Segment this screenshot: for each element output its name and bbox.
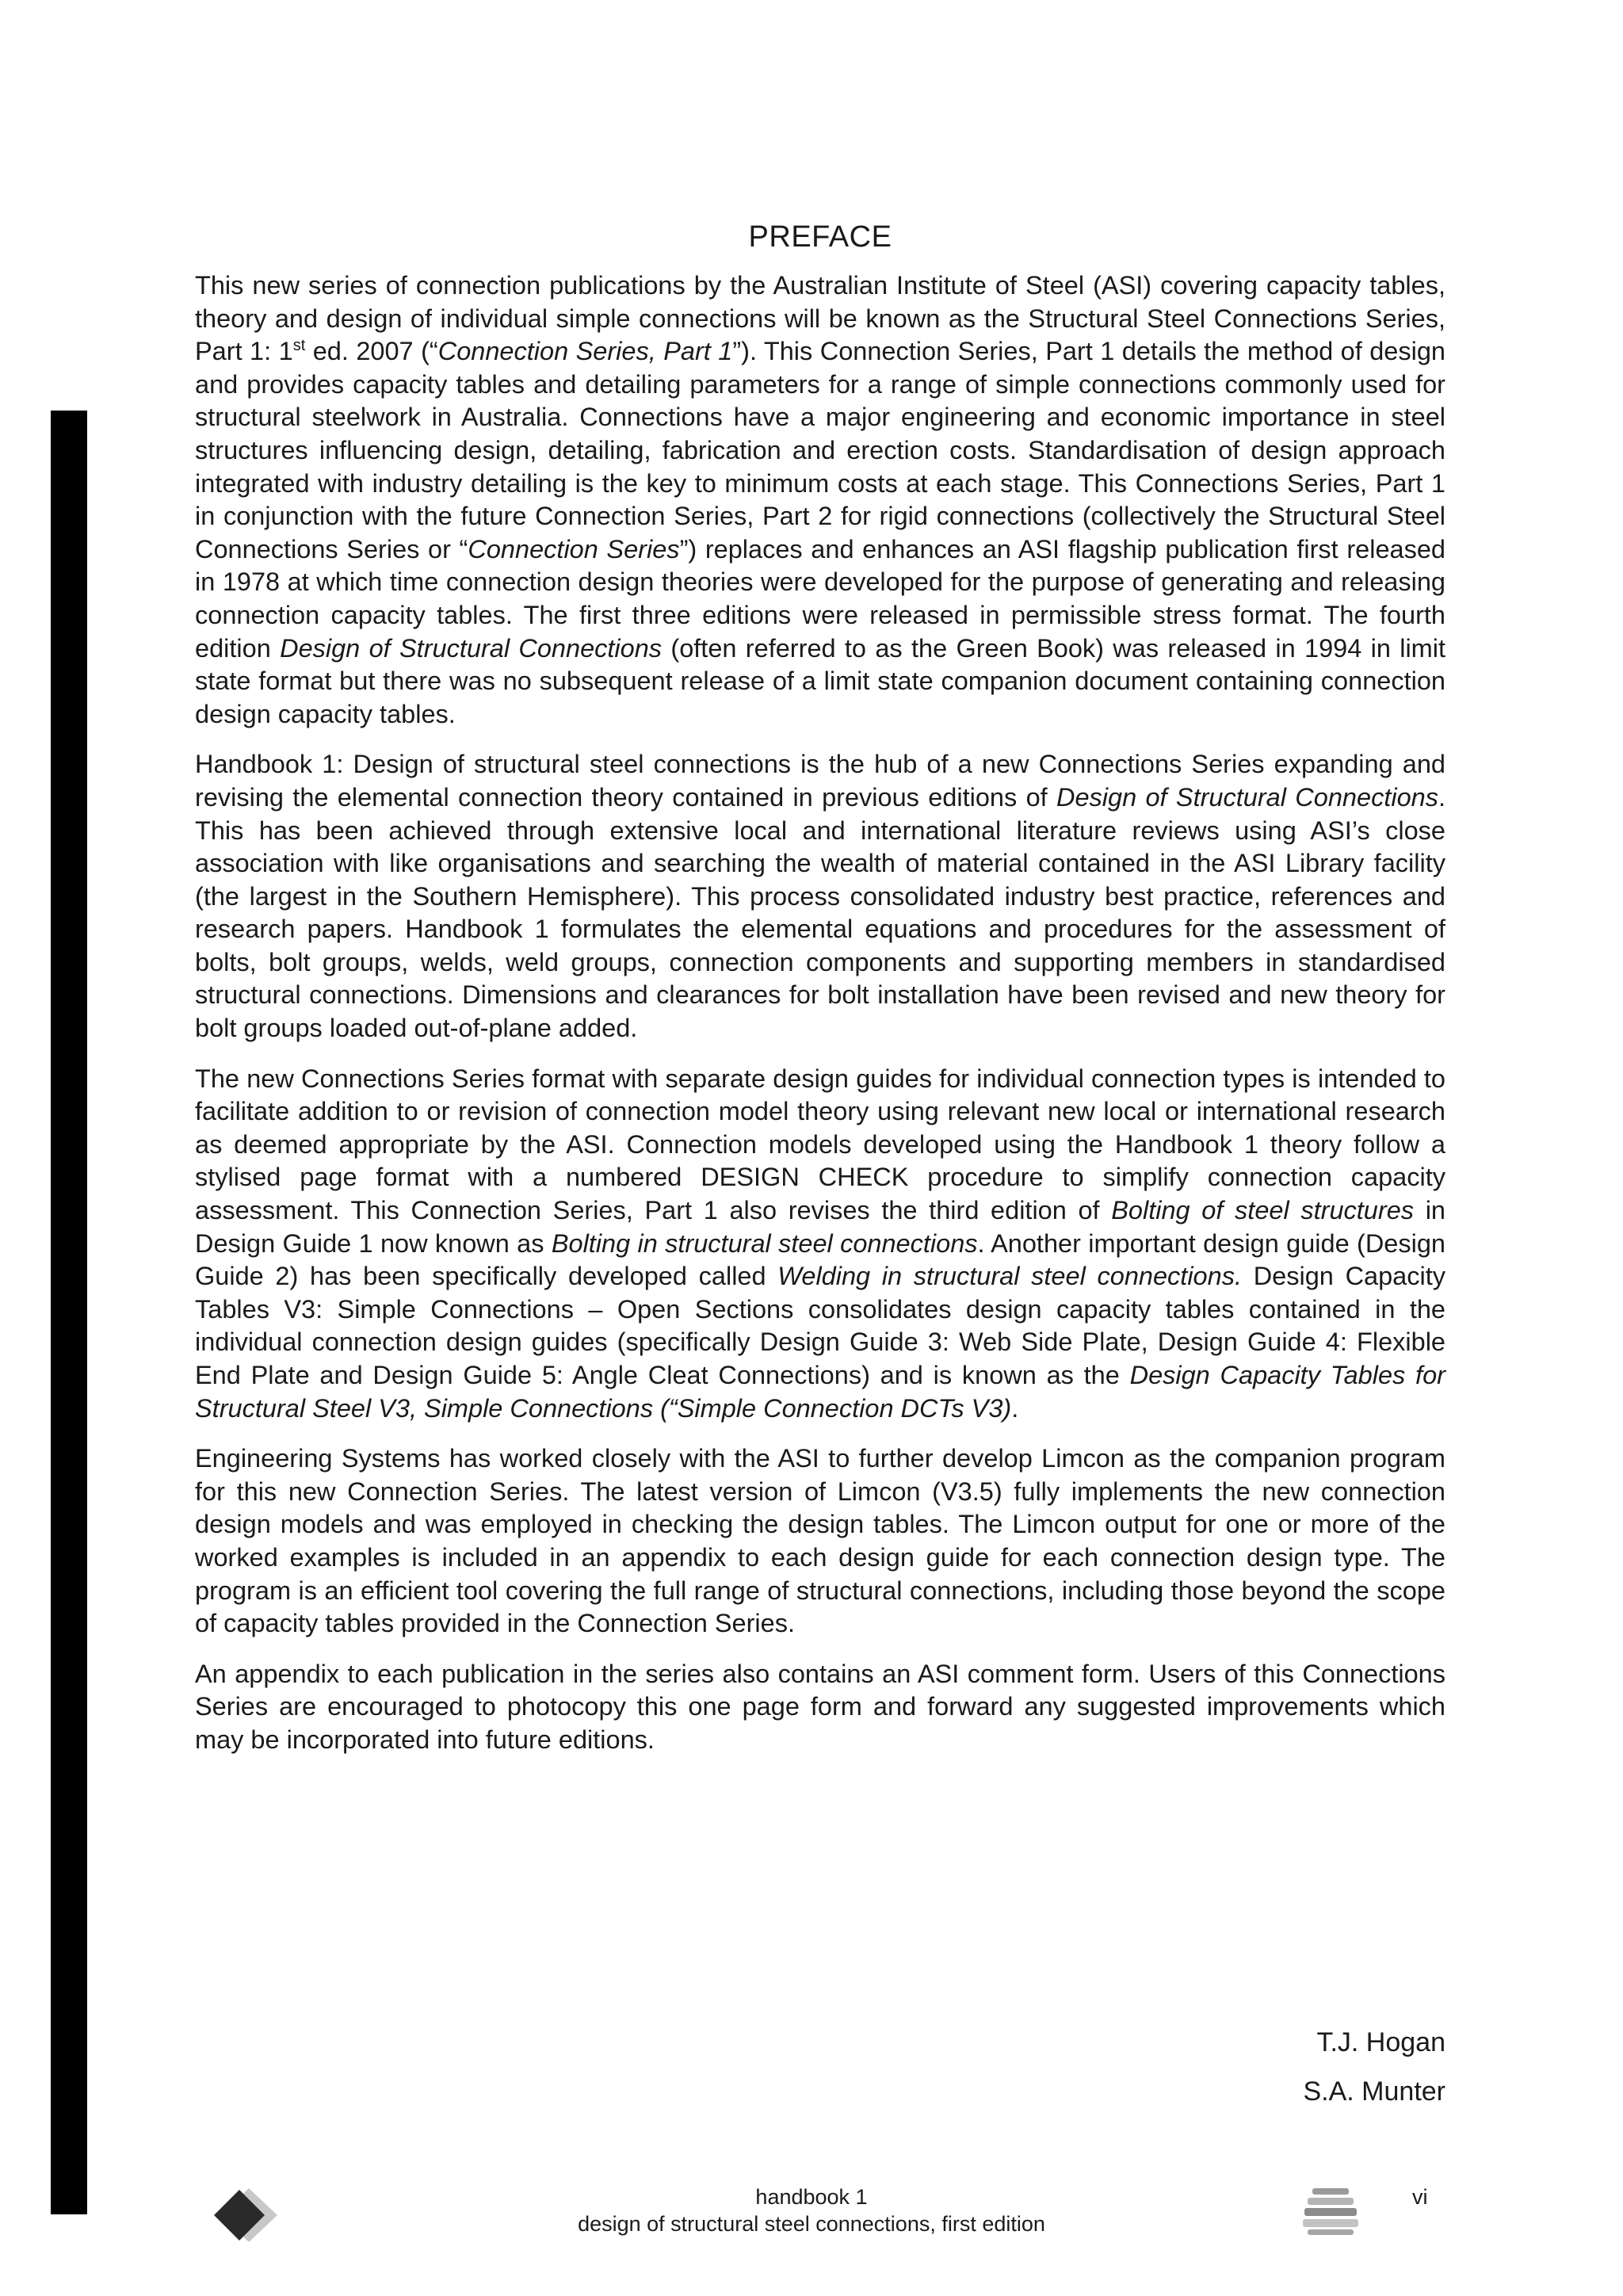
text-run: Connection Series [468,534,680,563]
text-run: ”). This Connection Series, Part 1 details the method of design and provides capacity tables and detailing parameters for a range of simple connections commonly used for structural steelwork in Australia. Connections have a major engineering and economic importance in steel structures influencing design, detailing, fabrication and erection costs. Standardisation of design approach integrated with industry detailing is the key to minimum costs at each stage. This Connections Series, Part 1 in conjunction with the future Connection Series, Part 2 for rigid connections (collectively the Structural Steel Connections Series or “ [195,337,1445,563]
footer-line-1: handbook 1 [755,2185,868,2209]
author-name: S.A. Munter [1303,2076,1445,2107]
text-run: Bolting of steel structures [1111,1196,1415,1225]
text-run: Handbook 1: Design of structural steel connections is the hub of a new Connections Series expanding and revising the elemental connection theory contained in previous editions of [195,750,1445,812]
paragraph-4 [195,1442,1445,1641]
side-margin-bar [51,411,87,2214]
stacked-plates-logo-icon [1300,2185,1361,2239]
text-run: An appendix to each publication in the series also contains an ASI comment form. Users of this Connections Series are encouraged to photocopy this one page form and forward any suggested improvements which may be incorporated into future editions. [195,1659,1445,1754]
paragraph-3 [195,1063,1445,1426]
footer-line-2: design of structural steel connections, first edition [578,2212,1045,2236]
author-name: T.J. Hogan [1316,2027,1445,2057]
text-run: Engineering Systems has worked closely with the ASI to further develop Limcon as the companion program for this new Connection Series. The latest version of Limcon (V3.5) fully implements the new connection design models and was employed in checking the design tables. The Limcon output for one or more of the worked examples is included in an appendix to each design guide for each connection design type. The program is an efficient tool covering the full range of structural connections, including those beyond the scope of capacity tables provided in the Connection Series. [195,1444,1445,1638]
text-run: This new series of connection publications by the Australian Institute of Steel (ASI) covering capacity tables, theory and design of individual simple connections will be known as the Structural Steel Connections Series, Part 1: 1 [195,271,1445,366]
text-run: Bolting in structural steel connections [551,1228,978,1258]
text-run: . Another important design guide (Design Guide 2) has been specifically developed called [195,1228,1445,1291]
text-run: Design Capacity Tables V3: Simple Connections – Open Sections consolidates design capacity tables contained in the individual connection design guides (specifically Design Guide 3: Web Side Plate, Design Guide 4: Flexible End Plate and Design Guide 5: Angle Cleat Connections) and is known as the [195,1262,1446,1389]
footer-title [0,2183,1623,2237]
text-run: ”) replaces and enhances an ASI flagship publication first released in 1978 at which time connection design theories were developed for the purpose of generating and releasing connection capacity tables. The first three editions were released in permissible stress format. The fourth edition [195,534,1445,663]
text-run: . [1011,1393,1019,1423]
text-run: Design Capacity Tables for Structural Steel V3, Simple Connections (“Simple Connection DCTs V3) [195,1361,1445,1423]
text-run: in Design Guide 1 now known as [195,1196,1446,1258]
author-signatures [1303,2018,1445,2116]
text-run: Design of Structural Connections [1056,782,1438,812]
paragraph-5 [195,1658,1445,1757]
page-content [195,216,1445,1775]
text-run: . This has been achieved through extensive local and international literature reviews using ASI’s close association with like organisations and searching the wealth of material contained in the ASI Library facility (the largest in the Southern Hemisphere). This process consolidated industry best practice, references and research papers. Handbook 1 formulates the elemental equations and procedures for the assessment of bolts, bolt groups, welds, weld groups, connection components and supporting members in standardised structural connections. Dimensions and clearances for bolt installation have been revised and new theory for bolt groups loaded out-of-plane added. [195,782,1445,1043]
text-run: The new Connections Series format with separate design guides for individual connection types is intended to facilitate addition to or revision of connection model theory using relevant new local or international research as deemed appropriate by the ASI. Connection models developed using the Handbook 1 theory follow a stylised page format with a numbered DESIGN CHECK procedure to simplify connection capacity assessment. This Connection Series, Part 1 also revises the third edition of [195,1064,1445,1225]
paragraph-2 [195,748,1445,1045]
page-title: PREFACE [748,220,892,254]
text-run: Design of Structural Connections [280,633,663,663]
text-run: st [292,337,306,355]
text-run: Connection Series, Part 1 [437,337,733,366]
text-run: (often referred to as the Green Book) was released in 1994 in limit state format but there was no subsequent release of a limit state companion document containing connection design capacity tables. [195,633,1445,728]
text-run: Welding in structural steel connections. [777,1262,1242,1291]
text-run: ed. 2007 (“ [305,337,438,366]
page-number: vi [1412,2185,1428,2209]
paragraph-1 [195,269,1445,731]
